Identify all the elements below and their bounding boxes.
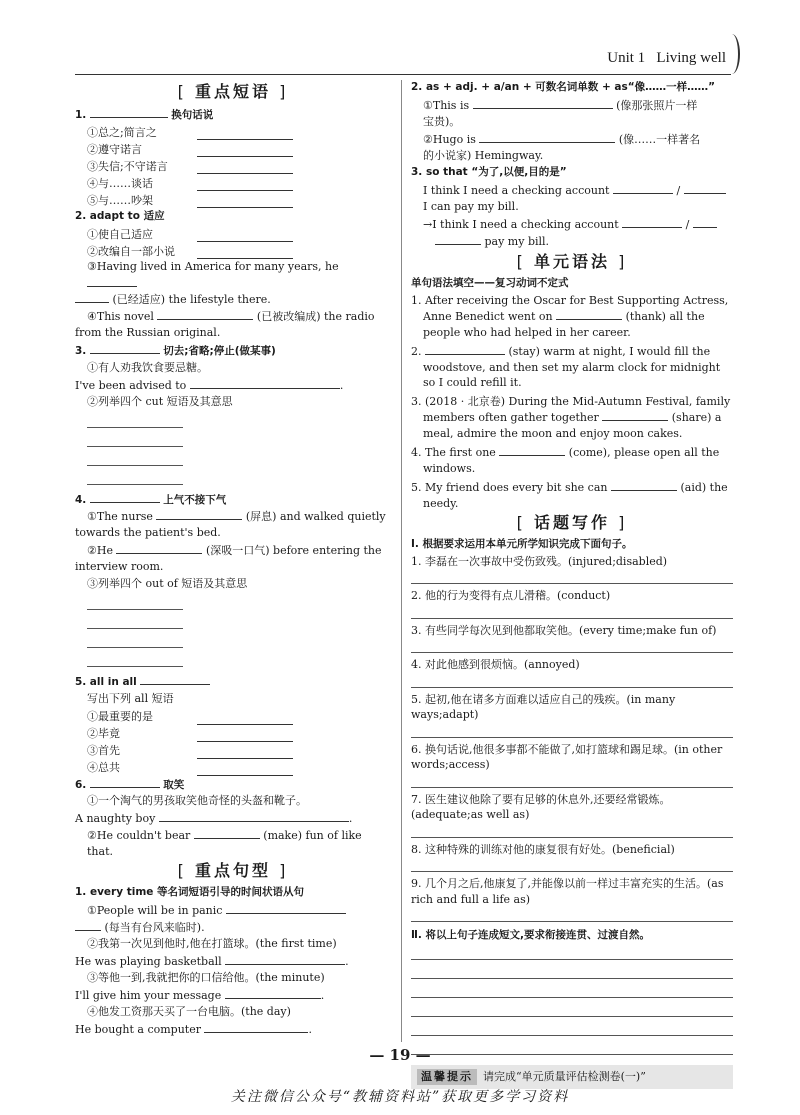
answer-blank[interactable] [473,97,613,109]
answer-line[interactable] [411,823,733,838]
list-item: ④总共 [87,759,391,776]
left-column [75,80,391,1038]
answer-blank[interactable] [693,216,717,228]
list-item: ④他发工资那天买了一台电脑。(the day) [87,1004,291,1018]
grammar-item: 5. My friend does every bit she can (aid) the needy. [411,481,728,510]
writing-item: 4. 对此他感到很烦恼。(annoyed) [411,657,733,688]
tip-box [411,1065,733,1089]
list-item: I think I need a checking account / [411,182,733,199]
list-item: ③首先 [87,742,391,759]
phrase-q2-head: 2. adapt to 适应 [75,210,165,222]
list-item: 的小说家) Hemingway. [423,149,544,162]
answer-blank[interactable] [435,233,481,245]
writing-item: 3. 有些同学每次见到他都取笑他。(every time;make fun of) [411,623,733,654]
answer-line[interactable] [411,569,733,584]
unit-header [607,50,726,67]
sentences-section-title: [ 重点句型 ] [75,863,391,879]
answer-blank[interactable] [499,444,565,456]
answer-blank[interactable] [194,827,260,839]
answer-blank[interactable] [479,131,615,143]
answer-blank[interactable] [197,196,293,208]
writing-item: 6. 换句话说,他很多事都不能做了,如打篮球和踢足球。(in other words;access) [411,742,733,788]
list-item: ⑤与……吵架 [87,191,391,208]
answer-blank[interactable] [90,342,160,354]
grammar-item: 4. The first one (come), please open all the windows. [411,446,720,475]
answer-blank[interactable] [197,128,293,140]
list-item: He was playing basketball . [75,954,349,968]
writing-item: 5. 起初,他在诸多方面难以适应自己的残疾。(in many ways;adapt) [411,692,733,738]
answer-blank[interactable] [197,747,293,759]
answer-blank[interactable] [159,810,349,822]
list-item: ④与……谈话 [87,174,391,191]
list-item: A naughty boy . [75,812,353,825]
list-item: ③失信;不守诺言 [87,157,391,174]
phrase-q3-head: 3. 切去;省略;停止(做某事) [75,342,391,360]
answer-blank[interactable] [204,1021,308,1033]
unit-number: Unit 1 [607,50,646,66]
list-item: ①最重要的是 [87,708,391,725]
grammar-item: 1. After receiving the Oscar for Best Supporting Actress, Anne Benedict went on (thank) all the people who had helped in her career. [411,293,729,339]
tip-text: 请完成“单元质量评估检测卷(一)” [483,1070,646,1083]
answer-line[interactable] [411,604,733,619]
header-rule [75,74,731,75]
answer-blank[interactable] [87,275,137,287]
answer-blank[interactable] [197,764,293,776]
list-item: ③Having lived in America for many years, he [87,259,391,291]
page-number: — 19 — [369,1046,431,1064]
list-item: I'll give him your message . [75,988,325,1002]
list-item: →I think I need a checking account / [411,216,733,233]
answer-blank[interactable] [622,216,682,228]
answer-blank[interactable] [684,182,726,194]
grammar-head: 单句语法填空——复习动词不定式 [411,276,569,289]
list-item: ②Hugo is (像……一样著名 [423,133,701,146]
answer-blank[interactable] [556,308,622,320]
writing-section-title: [ 话题写作 ] [411,515,733,531]
list-item: ①一个淘气的男孩取笑他奇怪的头盔和靴子。 [87,794,307,807]
answer-line[interactable] [411,907,733,922]
answer-blank[interactable] [225,953,345,965]
answer-blank[interactable] [116,542,202,554]
answer-blank[interactable] [157,308,253,320]
writing-item: 9. 几个月之后,他康复了,并能像以前一样过丰富充实的生活。(as rich and full a life as) [411,876,733,922]
list-item: ①总之;简言之 [87,123,391,140]
answer-blank[interactable] [75,291,109,303]
writing-item: 7. 医生建议他除了要有足够的休息外,还要经常锻炼。(adequate;as well as) [411,792,733,838]
writing-item: 1. 李磊在一次事故中受伤致残。(injured;disabled) [411,554,733,585]
answer-line[interactable] [411,638,733,653]
list-item: ①使自己适应 [87,225,391,242]
answer-blank[interactable] [197,162,293,174]
header-curve-decoration [724,34,740,74]
list-item: pay my bill. [411,233,733,250]
column-divider [401,80,402,1042]
writing-item: 8. 这种特殊的训练对他的康复很有好处。(beneficial) [411,842,733,873]
essay-lines[interactable] [411,945,733,1055]
answer-blank[interactable] [197,713,293,725]
list-item: ②He (深吸一口气) before entering the [87,544,382,557]
cut-phrase-lines[interactable] [87,413,183,485]
answer-line[interactable] [411,673,733,688]
answer-blank[interactable] [602,409,668,421]
list-item: ②遵守诺言 [87,140,391,157]
list-item: 宝贵)。 [423,115,461,128]
answer-blank[interactable] [226,902,346,914]
answer-blank[interactable] [197,179,293,191]
sentence-q3-head: 3. so that “为了,以便,目的是” [411,166,567,178]
writing-part2-head: Ⅱ. 将以上句子连成短文,要求衔接连贯、过渡自然。 [411,929,651,941]
answer-blank[interactable] [156,508,242,520]
list-item: ①The nurse (屏息) and walked quietly [87,510,386,523]
answer-blank[interactable] [90,491,160,503]
writing-part1-head: Ⅰ. 根据要求运用本单元所学知识完成下面句子。 [411,537,633,550]
list-item: (已经适应) the lifestyle there. [75,291,391,308]
list-item: He bought a computer . [75,1022,312,1036]
phrase-q6-head: 6. 取笑 [75,776,391,794]
sentence-q2-head: 2. as + adj. + a/an + 可数名词单数 + as“像……一样……” [411,81,716,93]
answer-blank[interactable] [425,343,505,355]
list-item: ②列举四个 cut 短语及其意思 [87,394,233,408]
list-item: (每当有台风来临时). [75,919,391,936]
list-item: ④This novel (已被改编成) the radio [87,310,375,323]
answer-blank[interactable] [197,730,293,742]
grammar-section-title: [ 单元语法 ] [411,254,733,270]
writing-item: 2. 他的行为变得有点儿滑稽。(conduct) [411,588,733,619]
out-of-phrase-lines[interactable] [87,595,183,667]
list-item: ③列举四个 out of 短语及其意思 [87,577,248,590]
grammar-item: 3. (2018 · 北京卷) During the Mid-Autumn Festival, family members often gather together (share) a meal, admire the moon and enjoy moon cakes. [411,394,731,440]
sentence-q1-head: 1. every time 等名词短语引导的时间状语从句 [75,885,305,898]
list-item: ②我第一次见到他时,他在打篮球。(the first time) [87,936,337,950]
footer-handwritten-note: 关注微信公众号“教辅资料站”获取更多学习资料 [230,1089,570,1105]
right-column [411,80,733,1089]
list-item: I've been advised to . [75,378,344,392]
answer-blank[interactable] [197,230,293,242]
phrase-q4-head: 4. 上气不接下气 [75,491,391,509]
phrase-q1-head: 1. 换句话说 [75,106,391,124]
answer-blank[interactable] [140,673,210,685]
list-item: ③等他一到,我就把你的口信给他。(the minute) [87,970,325,984]
answer-line[interactable] [411,857,733,872]
list-item: interview room. [75,560,164,573]
tip-label: 温馨提示 [417,1069,477,1085]
list-item: ①This is (像那张照片一样 [423,99,698,112]
list-item: ②毕竟 [87,725,391,742]
answer-blank[interactable] [90,106,168,118]
phrase-q5-head: 5. all in all [75,673,391,691]
phrases-section-title: [ 重点短语 ] [75,84,391,100]
list-item: ①有人劝我饮食要忌糖。 [87,360,208,374]
answer-blank[interactable] [190,377,340,389]
answer-blank[interactable] [197,145,293,157]
list-item: ②改编自一部小说 [87,242,391,259]
answer-blank[interactable] [611,479,677,491]
answer-line[interactable] [411,773,733,788]
list-item: ②He couldn't bear (make) fun of like that. [87,829,362,858]
answer-blank[interactable] [75,919,101,931]
list-item: I can pay my bill. [423,200,519,213]
list-item: from the Russian original. [75,326,221,339]
answer-blank[interactable] [613,182,673,194]
answer-line[interactable] [411,723,733,738]
unit-title: Living well [656,50,726,66]
list-item: ①People will be in panic [75,902,391,919]
grammar-item: 2. (stay) warm at night, I would fill the woodstove, and then set my alarm clock for midnight so I could refill it. [411,345,721,389]
answer-blank[interactable] [225,987,321,999]
answer-blank[interactable] [197,247,293,259]
list-item: towards the patient's bed. [75,526,221,539]
answer-blank[interactable] [90,776,160,788]
list-item: 写出下列 all 短语 [87,691,174,705]
